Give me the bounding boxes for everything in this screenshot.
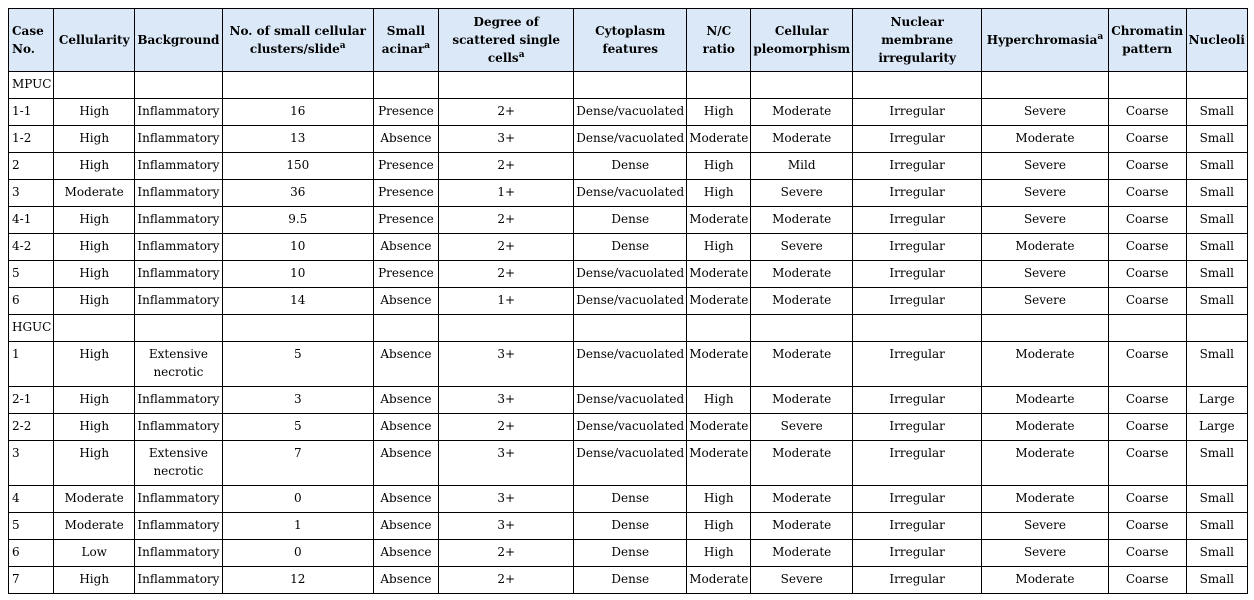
table-cell: Absence bbox=[373, 567, 439, 594]
table-cell: Small bbox=[1186, 180, 1247, 207]
table-cell: Moderate bbox=[751, 441, 853, 486]
table-cell: Large bbox=[1186, 414, 1247, 441]
table-cell: 3+ bbox=[439, 342, 574, 387]
table-cell: Large bbox=[1186, 387, 1247, 414]
table-cell: Dense/vacuolated bbox=[574, 261, 687, 288]
table-cell: 4-2 bbox=[9, 234, 54, 261]
column-header-label: Chromatin pattern bbox=[1111, 24, 1184, 56]
table-cell: Irregular bbox=[853, 441, 982, 486]
footnote-marker: a bbox=[339, 41, 346, 51]
table-cell: Inflammatory bbox=[134, 261, 222, 288]
table-cell: Moderate bbox=[751, 342, 853, 387]
table-cell: High bbox=[54, 414, 135, 441]
table-cell: High bbox=[687, 153, 751, 180]
column-header-label: Case No. bbox=[12, 24, 44, 56]
column-header bbox=[373, 9, 439, 72]
table-cell: Dense bbox=[574, 486, 687, 513]
table-cell: High bbox=[687, 486, 751, 513]
empty-cell bbox=[574, 72, 687, 99]
table-cell: Small bbox=[1186, 126, 1247, 153]
table-cell: High bbox=[687, 180, 751, 207]
table-cell: Moderate bbox=[54, 513, 135, 540]
column-header bbox=[439, 9, 574, 72]
table-cell: Absence bbox=[373, 126, 439, 153]
table-cell: Coarse bbox=[1108, 126, 1186, 153]
empty-cell bbox=[982, 315, 1108, 342]
table-cell: 1 bbox=[9, 342, 54, 387]
table-cell: 1+ bbox=[439, 288, 574, 315]
table-cell: 0 bbox=[222, 540, 373, 567]
table-cell: High bbox=[54, 234, 135, 261]
table-cell: Moderate bbox=[751, 486, 853, 513]
table-cell: Small bbox=[1186, 486, 1247, 513]
empty-cell bbox=[1186, 315, 1247, 342]
table-cell: Inflammatory bbox=[134, 486, 222, 513]
column-header-label: Nuclear membrane irregularity bbox=[878, 15, 956, 65]
table-row bbox=[9, 99, 1248, 126]
empty-cell bbox=[574, 315, 687, 342]
table-cell: Irregular bbox=[853, 261, 982, 288]
table-cell: 7 bbox=[9, 567, 54, 594]
empty-cell bbox=[134, 315, 222, 342]
table-cell: Extensive necrotic bbox=[134, 342, 222, 387]
table-cell: Coarse bbox=[1108, 414, 1186, 441]
table-cell: Severe bbox=[751, 414, 853, 441]
column-header-label: Small acinar bbox=[381, 24, 426, 56]
table-cell: 10 bbox=[222, 234, 373, 261]
table-row bbox=[9, 288, 1248, 315]
table-cell: Small bbox=[1186, 342, 1247, 387]
table-cell: High bbox=[687, 234, 751, 261]
table-cell: Severe bbox=[982, 180, 1108, 207]
table-cell: Irregular bbox=[853, 567, 982, 594]
table-row bbox=[9, 234, 1248, 261]
table-cell: Coarse bbox=[1108, 207, 1186, 234]
table-cell: Severe bbox=[751, 567, 853, 594]
table-cell: 2+ bbox=[439, 414, 574, 441]
table-row bbox=[9, 414, 1248, 441]
table-cell: 36 bbox=[222, 180, 373, 207]
table-cell: High bbox=[54, 207, 135, 234]
table-cell: Dense/vacuolated bbox=[574, 180, 687, 207]
table-cell: Dense bbox=[574, 513, 687, 540]
empty-cell bbox=[373, 315, 439, 342]
empty-cell bbox=[439, 315, 574, 342]
table-cell: Severe bbox=[751, 234, 853, 261]
table-cell: High bbox=[54, 126, 135, 153]
table-cell: Moderate bbox=[751, 513, 853, 540]
table-cell: High bbox=[54, 342, 135, 387]
table-cell: Presence bbox=[373, 180, 439, 207]
table-cell: 2+ bbox=[439, 99, 574, 126]
table-cell: Small bbox=[1186, 153, 1247, 180]
cytology-features-table bbox=[8, 8, 1248, 594]
table-cell: Mild bbox=[751, 153, 853, 180]
table-cell: Inflammatory bbox=[134, 414, 222, 441]
table-cell: Small bbox=[1186, 207, 1247, 234]
table-cell: Moderate bbox=[687, 414, 751, 441]
table-cell: High bbox=[54, 261, 135, 288]
table-cell: Moderate bbox=[687, 567, 751, 594]
table-cell: 2-1 bbox=[9, 387, 54, 414]
table-cell: 2+ bbox=[439, 261, 574, 288]
empty-cell bbox=[751, 315, 853, 342]
table-row bbox=[9, 261, 1248, 288]
table-row bbox=[9, 540, 1248, 567]
table-cell: Moderate bbox=[751, 99, 853, 126]
table-cell: Modearte bbox=[982, 387, 1108, 414]
table-cell: High bbox=[687, 513, 751, 540]
table-cell: Presence bbox=[373, 261, 439, 288]
table-cell: 3+ bbox=[439, 441, 574, 486]
column-header-label: Cytoplasm features bbox=[595, 24, 666, 56]
table-cell: Moderate bbox=[687, 441, 751, 486]
table-cell: Moderate bbox=[687, 207, 751, 234]
table-cell: 3 bbox=[9, 441, 54, 486]
table-cell: 0 bbox=[222, 486, 373, 513]
table-cell: Irregular bbox=[853, 126, 982, 153]
table-cell: Irregular bbox=[853, 540, 982, 567]
table-cell: Severe bbox=[982, 513, 1108, 540]
empty-cell bbox=[134, 72, 222, 99]
table-cell: Moderate bbox=[982, 567, 1108, 594]
section-label: HGUC bbox=[9, 315, 54, 342]
table-cell: Coarse bbox=[1108, 153, 1186, 180]
table-cell: Moderate bbox=[982, 126, 1108, 153]
table-cell: Dense/vacuolated bbox=[574, 342, 687, 387]
table-cell: Dense/vacuolated bbox=[574, 288, 687, 315]
column-header bbox=[54, 9, 135, 72]
table-cell: Severe bbox=[982, 207, 1108, 234]
table-cell: Moderate bbox=[982, 414, 1108, 441]
table-cell: Extensive necrotic bbox=[134, 441, 222, 486]
table-cell: 4-1 bbox=[9, 207, 54, 234]
empty-cell bbox=[853, 72, 982, 99]
table-row bbox=[9, 486, 1248, 513]
table-cell: 5 bbox=[222, 414, 373, 441]
section-row bbox=[9, 315, 1248, 342]
table-cell: Dense/vacuolated bbox=[574, 126, 687, 153]
empty-cell bbox=[853, 315, 982, 342]
table-cell: Coarse bbox=[1108, 540, 1186, 567]
table-cell: Dense bbox=[574, 567, 687, 594]
table-cell: 12 bbox=[222, 567, 373, 594]
empty-cell bbox=[222, 315, 373, 342]
table-row bbox=[9, 180, 1248, 207]
table-cell: 5 bbox=[9, 513, 54, 540]
table-cell: Dense bbox=[574, 234, 687, 261]
column-header-label: Cellularity bbox=[58, 33, 130, 47]
table-cell: Moderate bbox=[54, 486, 135, 513]
table-cell: High bbox=[54, 441, 135, 486]
table-cell: 1-2 bbox=[9, 126, 54, 153]
table-cell: Coarse bbox=[1108, 234, 1186, 261]
table-cell: Presence bbox=[373, 99, 439, 126]
table-cell: Absence bbox=[373, 540, 439, 567]
table-cell: Dense bbox=[574, 153, 687, 180]
column-header-label: Nucleoli bbox=[1188, 33, 1245, 47]
table-row bbox=[9, 126, 1248, 153]
table-cell: Irregular bbox=[853, 387, 982, 414]
table-cell: Moderate bbox=[54, 180, 135, 207]
table-cell: Coarse bbox=[1108, 288, 1186, 315]
table-cell: Inflammatory bbox=[134, 513, 222, 540]
table-cell: 3+ bbox=[439, 126, 574, 153]
table-cell: Coarse bbox=[1108, 261, 1186, 288]
table-cell: Inflammatory bbox=[134, 207, 222, 234]
table-cell: Moderate bbox=[751, 261, 853, 288]
section-row bbox=[9, 72, 1248, 99]
table-cell: 14 bbox=[222, 288, 373, 315]
table-cell: Irregular bbox=[853, 486, 982, 513]
table-cell: 3 bbox=[222, 387, 373, 414]
table-cell: 2+ bbox=[439, 567, 574, 594]
table-cell: Inflammatory bbox=[134, 180, 222, 207]
empty-cell bbox=[54, 72, 135, 99]
table-cell: 5 bbox=[9, 261, 54, 288]
empty-cell bbox=[373, 72, 439, 99]
table-cell: 2+ bbox=[439, 207, 574, 234]
table-cell: Absence bbox=[373, 486, 439, 513]
table-cell: 2+ bbox=[439, 540, 574, 567]
table-cell: Inflammatory bbox=[134, 288, 222, 315]
table-cell: Moderate bbox=[982, 441, 1108, 486]
table-cell: Irregular bbox=[853, 513, 982, 540]
footnote-marker: a bbox=[518, 50, 525, 60]
table-cell: 6 bbox=[9, 540, 54, 567]
table-cell: Dense/vacuolated bbox=[574, 387, 687, 414]
table-row bbox=[9, 342, 1248, 387]
table-cell: Small bbox=[1186, 234, 1247, 261]
table-cell: 3+ bbox=[439, 513, 574, 540]
table-cell: Moderate bbox=[751, 126, 853, 153]
column-header bbox=[751, 9, 853, 72]
table-cell: Dense/vacuolated bbox=[574, 99, 687, 126]
table-cell: Small bbox=[1186, 288, 1247, 315]
table-cell: Small bbox=[1186, 261, 1247, 288]
table-cell: Inflammatory bbox=[134, 99, 222, 126]
table-cell: Irregular bbox=[853, 153, 982, 180]
table-cell: Inflammatory bbox=[134, 540, 222, 567]
column-header bbox=[687, 9, 751, 72]
column-header-label: Hyperchromasia bbox=[986, 33, 1098, 47]
table-cell: 9.5 bbox=[222, 207, 373, 234]
table-cell: 3+ bbox=[439, 387, 574, 414]
table-cell: High bbox=[54, 99, 135, 126]
table-cell: 5 bbox=[222, 342, 373, 387]
table-cell: Irregular bbox=[853, 342, 982, 387]
empty-cell bbox=[222, 72, 373, 99]
table-cell: Dense bbox=[574, 540, 687, 567]
table-cell: Presence bbox=[373, 153, 439, 180]
column-header-label: No. of small cellular clusters/slide bbox=[229, 24, 366, 56]
column-header bbox=[1108, 9, 1186, 72]
table-cell: 1 bbox=[222, 513, 373, 540]
table-cell: Coarse bbox=[1108, 486, 1186, 513]
table-cell: 2-2 bbox=[9, 414, 54, 441]
table-cell: Moderate bbox=[751, 207, 853, 234]
table-cell: Coarse bbox=[1108, 342, 1186, 387]
table-cell: Small bbox=[1186, 540, 1247, 567]
table-header bbox=[9, 9, 1248, 72]
table-cell: Presence bbox=[373, 207, 439, 234]
table-cell: Absence bbox=[373, 288, 439, 315]
table-cell: Irregular bbox=[853, 99, 982, 126]
table-cell: Moderate bbox=[751, 387, 853, 414]
section-label: MPUC bbox=[9, 72, 54, 99]
table-row bbox=[9, 153, 1248, 180]
table-cell: Inflammatory bbox=[134, 387, 222, 414]
table-cell: 2+ bbox=[439, 234, 574, 261]
table-cell: Coarse bbox=[1108, 180, 1186, 207]
table-cell: 10 bbox=[222, 261, 373, 288]
table-cell: Irregular bbox=[853, 288, 982, 315]
table-cell: 1-1 bbox=[9, 99, 54, 126]
table-cell: Small bbox=[1186, 513, 1247, 540]
table-cell: Inflammatory bbox=[134, 567, 222, 594]
table-cell: High bbox=[54, 567, 135, 594]
table-cell: Absence bbox=[373, 387, 439, 414]
table-cell: Moderate bbox=[982, 342, 1108, 387]
table-cell: High bbox=[54, 387, 135, 414]
table-cell: Moderate bbox=[751, 288, 853, 315]
empty-cell bbox=[439, 72, 574, 99]
table-cell: Severe bbox=[982, 261, 1108, 288]
column-header-label: Cellular pleomorphism bbox=[753, 24, 851, 56]
table-cell: 13 bbox=[222, 126, 373, 153]
table-cell: Absence bbox=[373, 234, 439, 261]
footnote-marker: a bbox=[424, 41, 431, 51]
table-cell: Coarse bbox=[1108, 441, 1186, 486]
table-cell: Irregular bbox=[853, 180, 982, 207]
table-cell: High bbox=[54, 153, 135, 180]
table-cell: Irregular bbox=[853, 207, 982, 234]
column-header-label: Background bbox=[137, 33, 220, 47]
table-cell: 16 bbox=[222, 99, 373, 126]
empty-cell bbox=[751, 72, 853, 99]
table-cell: High bbox=[687, 99, 751, 126]
table-cell: 3 bbox=[9, 180, 54, 207]
column-header bbox=[982, 9, 1108, 72]
empty-cell bbox=[687, 72, 751, 99]
table-cell: Moderate bbox=[751, 540, 853, 567]
table-cell: Dense bbox=[574, 207, 687, 234]
empty-cell bbox=[982, 72, 1108, 99]
table-cell: High bbox=[687, 387, 751, 414]
table-cell: Moderate bbox=[687, 288, 751, 315]
table-cell: Coarse bbox=[1108, 387, 1186, 414]
table-cell: Small bbox=[1186, 441, 1247, 486]
table-cell: Small bbox=[1186, 99, 1247, 126]
table-cell: Small bbox=[1186, 567, 1247, 594]
footnote-marker: a bbox=[1097, 32, 1104, 42]
table-cell: 2 bbox=[9, 153, 54, 180]
table-cell: Coarse bbox=[1108, 99, 1186, 126]
table-row bbox=[9, 513, 1248, 540]
header-row bbox=[9, 9, 1248, 72]
table-cell: High bbox=[687, 540, 751, 567]
table-cell: 7 bbox=[222, 441, 373, 486]
table-cell: Severe bbox=[982, 288, 1108, 315]
table-cell: 2+ bbox=[439, 153, 574, 180]
table-cell: Low bbox=[54, 540, 135, 567]
column-header-label: Degree of scattered single cells bbox=[452, 15, 561, 65]
table-cell: Dense/vacuolated bbox=[574, 441, 687, 486]
empty-cell bbox=[1108, 315, 1186, 342]
table-cell: Inflammatory bbox=[134, 153, 222, 180]
table-cell: Coarse bbox=[1108, 513, 1186, 540]
table-cell: 3+ bbox=[439, 486, 574, 513]
column-header bbox=[1186, 9, 1247, 72]
table-body bbox=[9, 72, 1248, 594]
table-cell: Absence bbox=[373, 441, 439, 486]
table-row bbox=[9, 387, 1248, 414]
table-row bbox=[9, 441, 1248, 486]
table-row bbox=[9, 207, 1248, 234]
column-header bbox=[574, 9, 687, 72]
table-cell: 150 bbox=[222, 153, 373, 180]
table-cell: 1+ bbox=[439, 180, 574, 207]
table-cell: Coarse bbox=[1108, 567, 1186, 594]
table-cell: Moderate bbox=[687, 342, 751, 387]
table-cell: Dense/vacuolated bbox=[574, 414, 687, 441]
table-cell: Irregular bbox=[853, 414, 982, 441]
column-header bbox=[222, 9, 373, 72]
empty-cell bbox=[687, 315, 751, 342]
table-cell: Severe bbox=[982, 99, 1108, 126]
empty-cell bbox=[54, 315, 135, 342]
table-row bbox=[9, 567, 1248, 594]
table-cell: Severe bbox=[982, 153, 1108, 180]
table-cell: Irregular bbox=[853, 234, 982, 261]
table-cell: Moderate bbox=[982, 234, 1108, 261]
column-header bbox=[853, 9, 982, 72]
column-header bbox=[134, 9, 222, 72]
table-cell: Absence bbox=[373, 513, 439, 540]
table-cell: Inflammatory bbox=[134, 234, 222, 261]
table-cell: Moderate bbox=[982, 486, 1108, 513]
table-cell: Severe bbox=[982, 540, 1108, 567]
column-header bbox=[9, 9, 54, 72]
table-cell: 4 bbox=[9, 486, 54, 513]
table-cell: Moderate bbox=[687, 126, 751, 153]
empty-cell bbox=[1108, 72, 1186, 99]
table-cell: High bbox=[54, 288, 135, 315]
column-header-label: N/C ratio bbox=[702, 24, 735, 56]
table-cell: Absence bbox=[373, 414, 439, 441]
table-cell: Severe bbox=[751, 180, 853, 207]
table-cell: 6 bbox=[9, 288, 54, 315]
table-cell: Inflammatory bbox=[134, 126, 222, 153]
empty-cell bbox=[1186, 72, 1247, 99]
table-cell: Absence bbox=[373, 342, 439, 387]
table-cell: Moderate bbox=[687, 261, 751, 288]
